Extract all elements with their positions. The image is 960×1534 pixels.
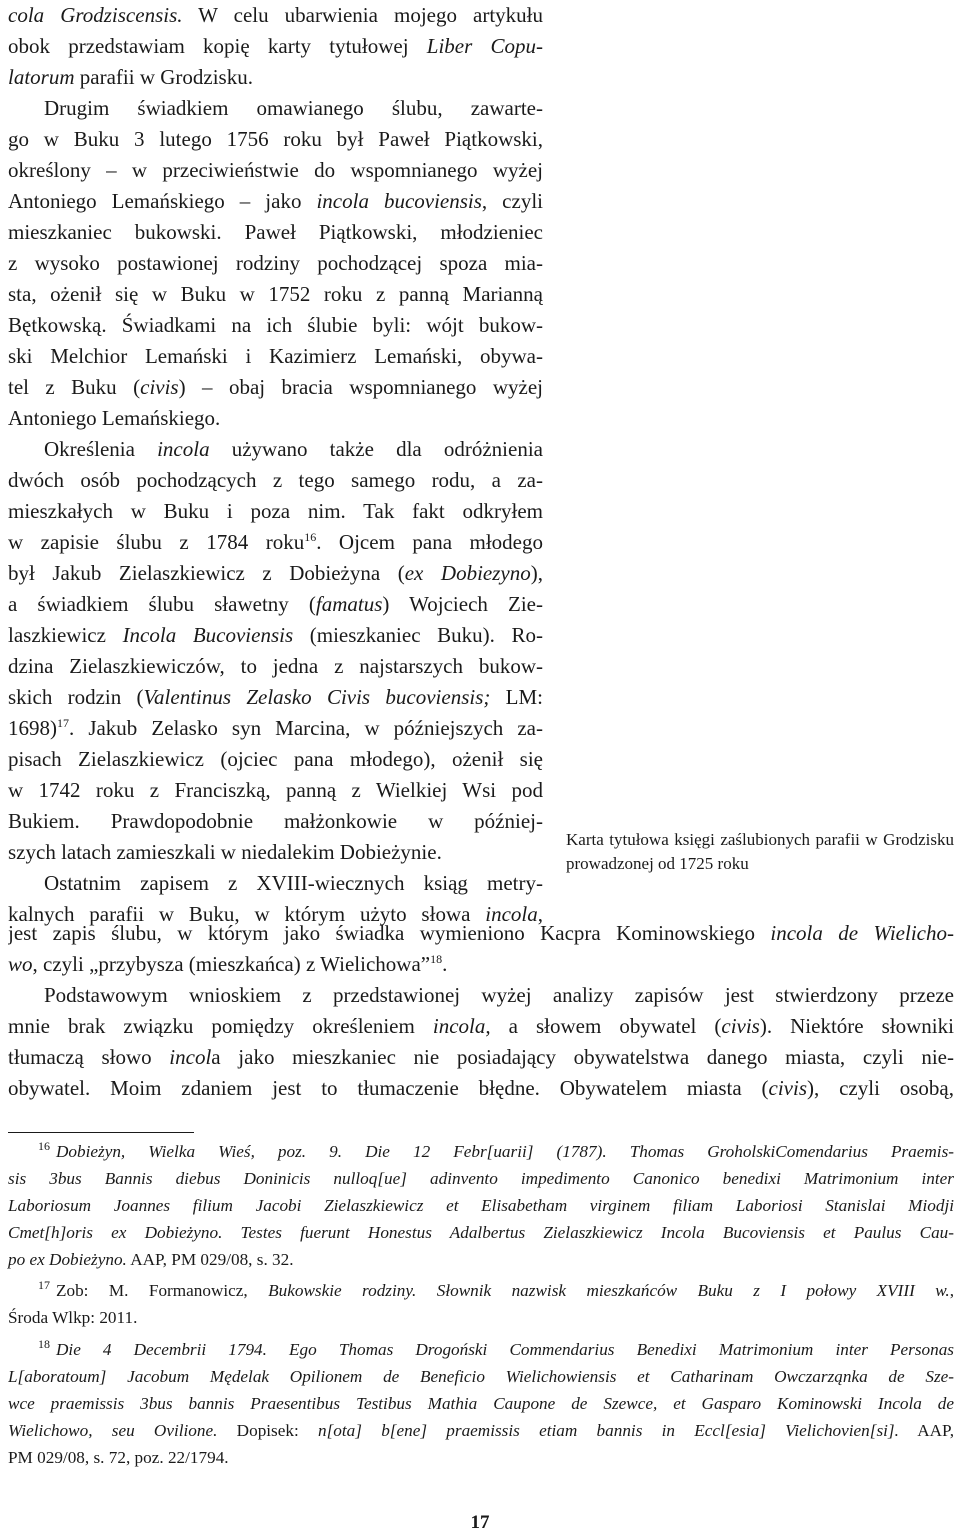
text-line: jest zapis ślubu, w którym jako świadka wymieniono Kacpra Kominowskiego incola de Wielicho-	[8, 921, 954, 945]
text-line: w 1742 roku z Franciszką, panną z Wielkiej Wsi pod	[8, 778, 543, 802]
text-line: wo, czyli „przybysza (mieszkańca) z Wielichowa”$^{18}$.	[8, 952, 448, 976]
text-line: ski Melchior Lemański i Kazimierz Lemański, obywa-	[8, 344, 543, 368]
footnote-line	[8, 1336, 954, 1363]
figure-caption: Karta tytułowa księgi zaślubionych parafii w Grodzisku prowadzonej od 1725 roku	[566, 830, 954, 873]
footnote-line: Laboriosum Joannes filium Jacobi Zielaszkiewicz et Elisabetham virginem filiam Laboriosi Stanislai Miodji	[8, 1196, 954, 1215]
text-line: był Jakub Zielaszkiewicz z Dobieżyna (ex Dobiezyno),	[8, 561, 543, 585]
footnote-line: wce praemissis 3bus bannis Praesentibus Testibus Mathia Caupone de Szewce, et Gasparo Kominowski Incola de	[8, 1394, 954, 1413]
text-line: cola Grodziscensis. W celu ubarwienia mojego artykułu	[8, 3, 543, 27]
text-line: latorum parafii w Grodzisku.	[8, 65, 253, 89]
footnote-separator	[8, 1132, 194, 1133]
footnote-text: Die 4 Decembrii 1794. Ego Thomas Drogoński Commendarius Benedixi Matrimonium inter Personas	[56, 1340, 954, 1359]
text-line: obok przedstawiam kopię karty tytułowej Liber Copu-	[8, 34, 543, 58]
text-line: mieszkaniec bukowski. Paweł Piątkowski, młodzieniec	[8, 220, 543, 244]
text-line: z wysoko postawionej rodziny pochodzącej spoza mia-	[8, 251, 543, 275]
text-line: skich rodzin (Valentinus Zelasko Civis bucoviensis; LM:	[8, 685, 543, 709]
text-line: w zapisie ślubu z 1784 roku$^{16}$. Ojcem pana młodego	[8, 530, 543, 554]
footnote-line: Cmet[h]oris ex Dobieżyno. Testes fuerunt Honestus Adalbertus Zielaszkiewicz Incola Bucoviensis et Paulus Cau-	[8, 1223, 954, 1242]
text-line: mieszkałych w Buku i poza nim. Tak fakt odkryłem	[8, 499, 543, 523]
main-column	[8, 0, 543, 930]
text-line: 1698)$^{17}$. Jakub Zelasko syn Marcina, w późniejszych za-	[8, 716, 543, 740]
text-line: tel z Buku (civis) – obaj bracia wspomnianego wyżej	[8, 375, 543, 399]
text-line: sta, ożenił się w Buku w 1752 roku z panną Marianną	[8, 282, 543, 306]
footnote-number: 16	[38, 1139, 50, 1154]
text-line: Bętkowską. Świadkami na ich ślubie byli: wójt bukow-	[8, 313, 543, 337]
text-line: Drugim świadkiem omawianego ślubu, zawarte-	[44, 96, 543, 120]
text-line: szych latach zamieszkali w niedalekim Dobieżynie.	[8, 840, 442, 864]
text-line: mnie brak związku pomiędzy określeniem incola, a słowem obywatel (civis). Niektóre słowniki	[8, 1014, 954, 1038]
text-line: Antoniego Lemańskiego.	[8, 406, 221, 430]
footnote-18	[8, 1336, 954, 1471]
text-line: określony – w przeciwieństwie do wspomnianego wyżej	[8, 158, 543, 182]
text-line: tłumaczą słowo incola jako mieszkaniec nie posiadający obywatelstwa danego miasta, czyli nie-	[8, 1045, 954, 1069]
footnote-number: 17	[38, 1278, 50, 1293]
footnote-text: Dobieżyn, Wielka Wieś, poz. 9. Die 12 Febr[uarii] (1787). Thomas GroholskiComendarius Praemis-	[56, 1142, 954, 1161]
text-line: go w Buku 3 lutego 1756 roku był Paweł Piątkowski,	[8, 127, 543, 151]
footnote-line	[8, 1277, 954, 1304]
text-line: Ostatnim zapisem z XVIII-wiecznych ksiąg metry-	[44, 871, 543, 895]
footnote-17	[8, 1277, 954, 1331]
text-line: a świadkiem ślubu sławetny (famatus) Wojciech Zie-	[8, 592, 543, 616]
text-line: dzina Zielaszkiewiczów, to jedna z najstarszych bukow-	[8, 654, 543, 678]
page-number: 17	[470, 1512, 490, 1533]
footnote-line: L[aboratoum] Jacobum Mędelak Opilionem de Beneficio Wielichowiensis et Catharinam Owczarząnka de Sze-	[8, 1367, 954, 1386]
footnote-number: 18	[38, 1337, 50, 1352]
footnote-line: PM 029/08, s. 72, poz. 22/1794.	[8, 1448, 229, 1467]
text-line: Określenia incola używano także dla odróżnienia	[44, 437, 543, 461]
text-line: kalnych parafii w Buku, w którym użyto słowa incola,	[8, 902, 543, 926]
footnote-line: po ex Dobieżyno. AAP, PM 029/08, s. 32.	[8, 1250, 294, 1269]
text-line: laszkiewicz Incola Bucoviensis (mieszkaniec Buku). Ro-	[8, 623, 543, 647]
footnote-16	[8, 1138, 954, 1273]
text-line: Bukiem. Prawdopodobnie małżonkowie w później-	[8, 809, 543, 833]
footnote-line: sis 3bus Bannis diebus Doninicis nulloq[ue] adinvento impedimento Canonico benedixi Matrimonium inter	[8, 1169, 954, 1188]
footnote-line: Środa Wlkp: 2011.	[8, 1308, 138, 1327]
footnote-line	[8, 1138, 954, 1165]
text-line: dwóch osób pochodzących z tego samego rodu, a za-	[8, 468, 543, 492]
footnote-line: Wielichowo, seu Ovilione. Dopisek: n[ota] b[ene] praemissis etiam bannis in Eccl[esia] Vielichovien[si]. AAP,	[8, 1421, 954, 1440]
text-line: Podstawowym wnioskiem z przedstawionej wyżej analizy zapisów jest stwierdzony przeze	[44, 983, 954, 1007]
text-line: pisach Zielaszkiewicz (ojciec pana młodego), ożenił się	[8, 747, 543, 771]
text-line: obywatel. Moim zdaniem jest to tłumaczenie błędne. Obywatelem miasta (civis), czyli osobą,	[8, 1076, 954, 1100]
full-width-text	[8, 918, 954, 1104]
footnote-text: Zob: M. Formanowicz, Bukowskie rodziny. Słownik nazwisk mieszkańców Buku z I połowy XVIII w.,	[56, 1281, 954, 1300]
text-line: Antoniego Lemańskiego – jako incola bucoviensis, czyli	[8, 189, 543, 213]
